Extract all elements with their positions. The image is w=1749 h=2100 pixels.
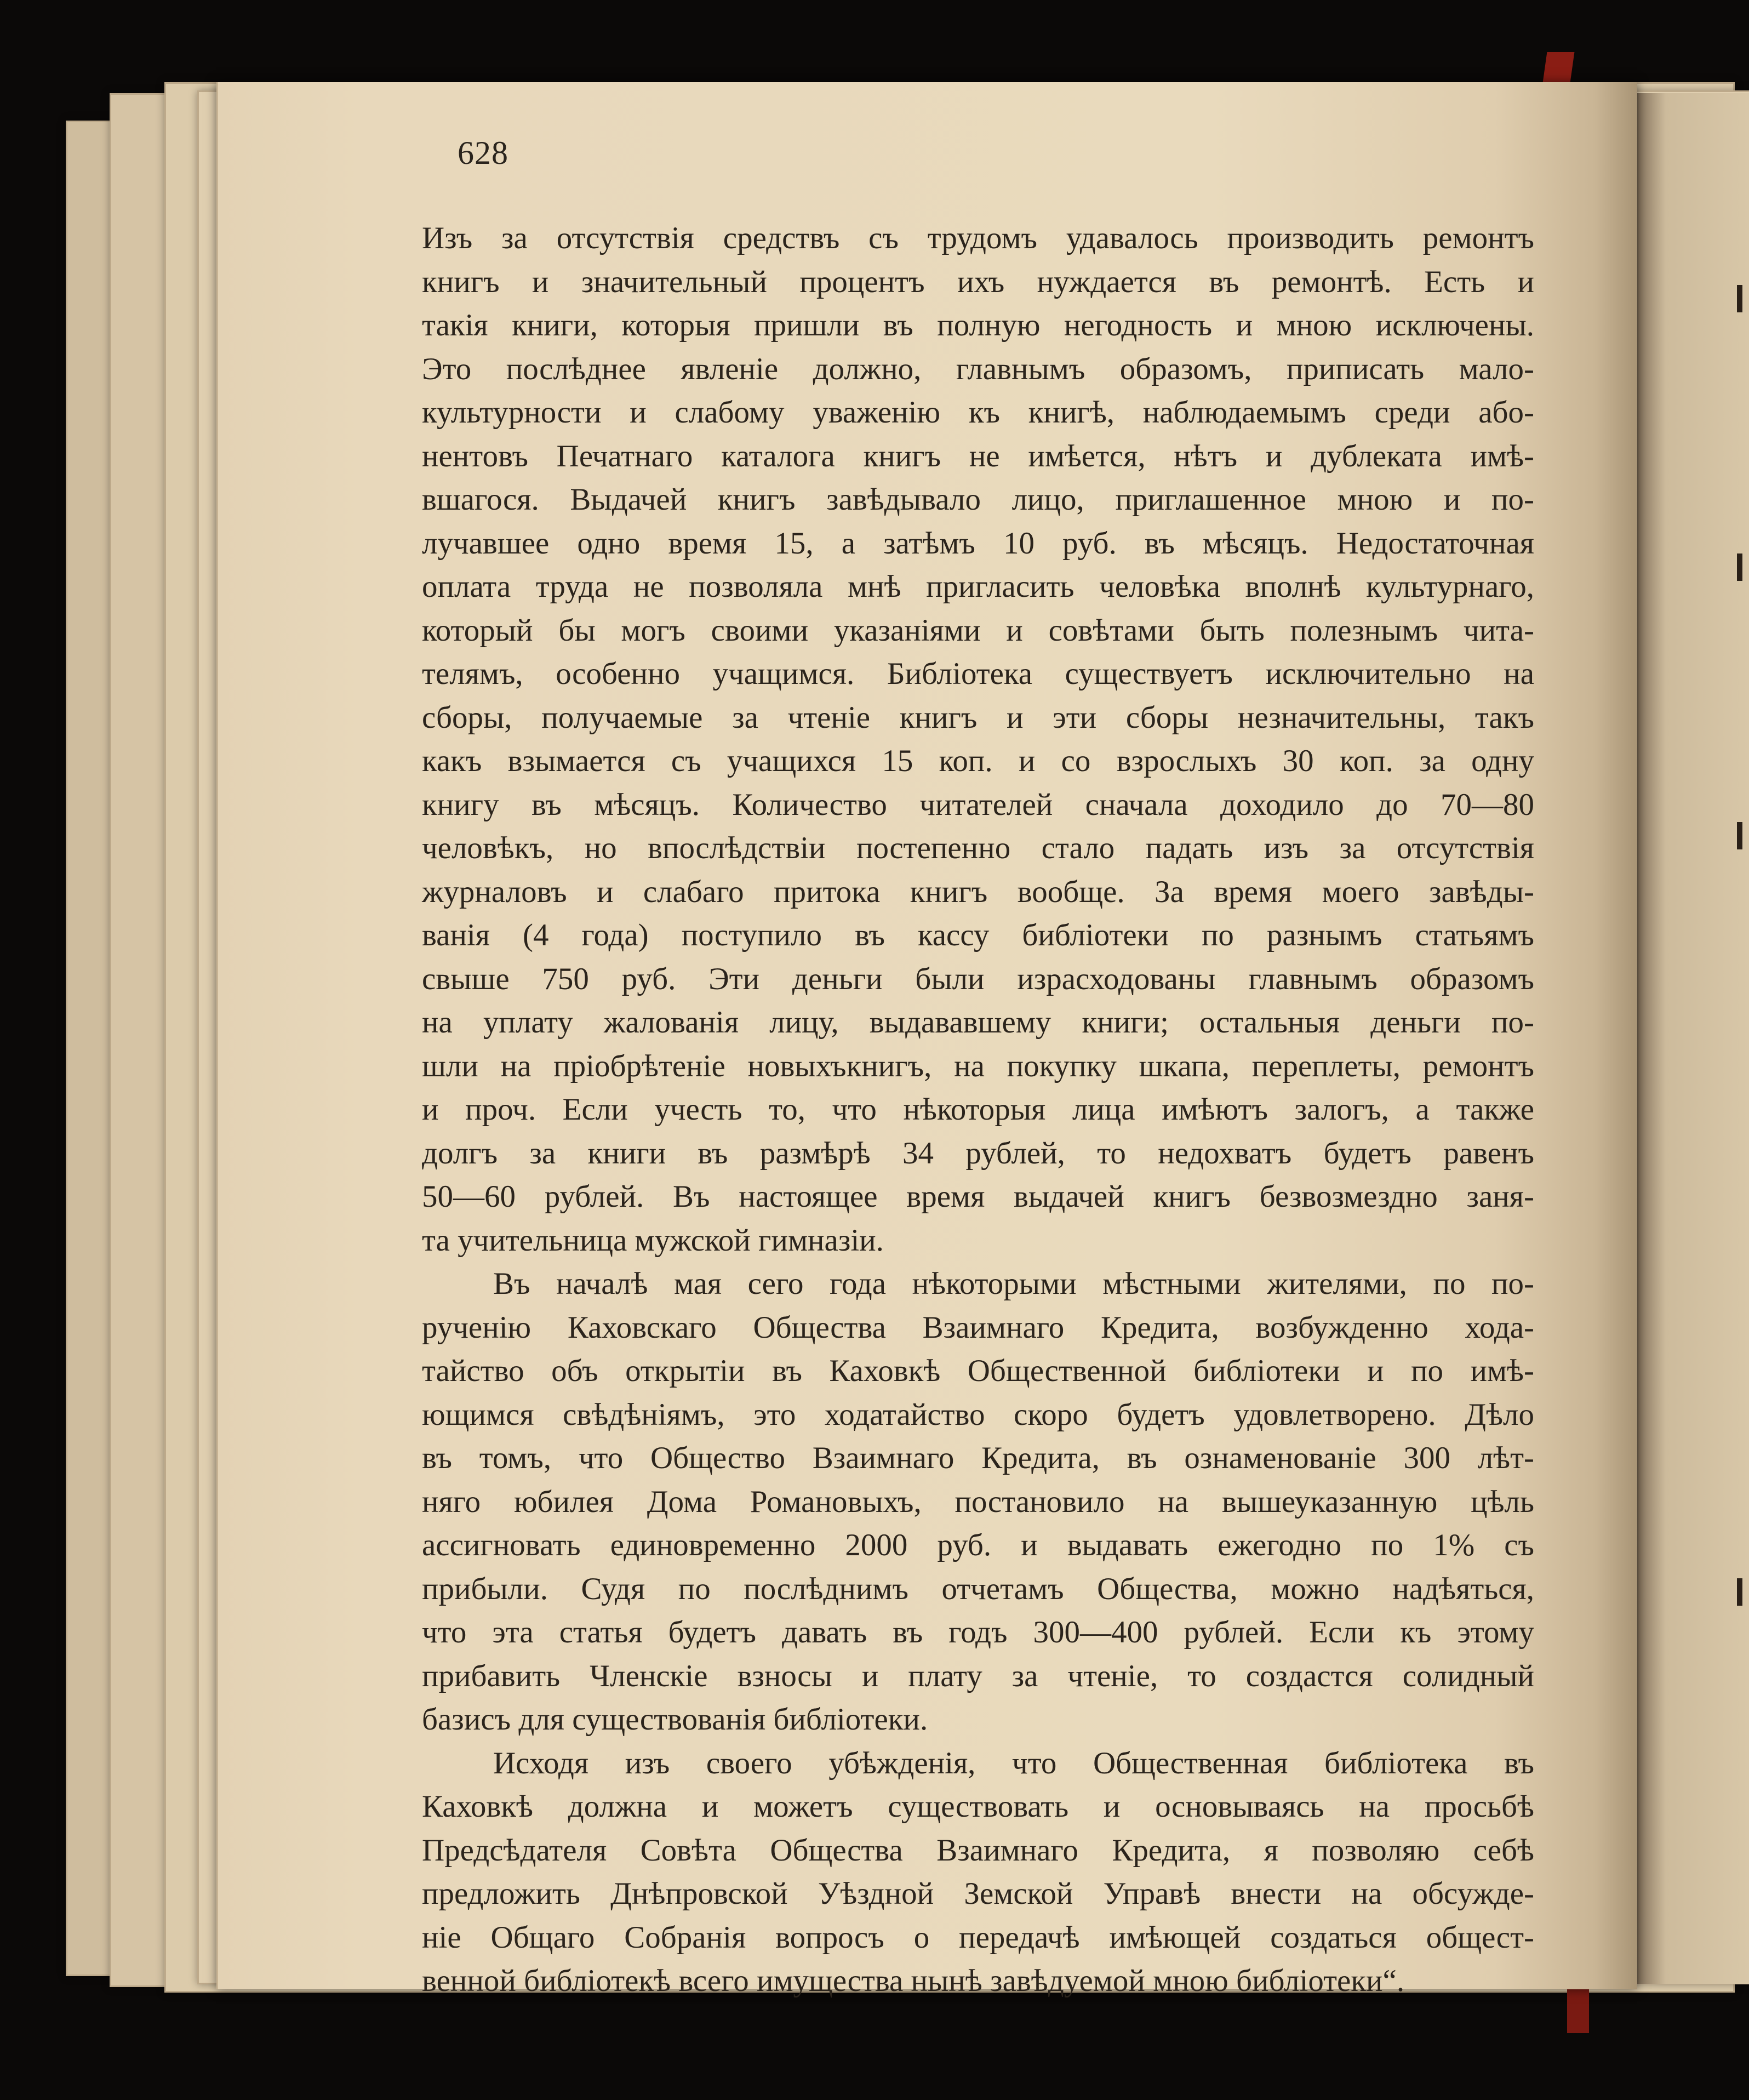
text-line: рученію Каховскаго Общества Взаимнаго Кредита, возбужденно хода- <box>422 1310 1534 1345</box>
text-line: вшагося. Выдачей книгъ завѣдывало лицо, приглашенное мною и по- <box>422 482 1534 517</box>
facing-page-edge <box>1630 93 1749 1984</box>
text-line: та учительница мужской гимназіи. <box>422 1223 884 1258</box>
text-line: Каховкѣ должна и можетъ существовать и основываясь на просьбѣ <box>422 1789 1534 1824</box>
text-line: на уплату жалованія лицу, выдававшему книги; остальныя деньги по- <box>422 1005 1534 1040</box>
text-line: журналовъ и слабаго притока книгъ вообще. За время моего завѣды- <box>422 874 1534 909</box>
text-line: оплата труда не позволяла мнѣ пригласить человѣка вполнѣ культурнаго, <box>422 569 1534 604</box>
text-line: 50—60 рублей. Въ настоящее время выдачей книгъ безвозмездно заня- <box>422 1179 1534 1214</box>
text-line: свыше 750 руб. Эти деньги были израсходованы главнымъ образомъ <box>422 961 1534 996</box>
text-line: долгъ за книги въ размѣрѣ 34 рублей, то недохватъ будетъ равенъ <box>422 1135 1534 1171</box>
facing-page-text-fragment <box>1737 553 1742 581</box>
text-line: и проч. Если учесть то, что нѣкоторыя лица имѣютъ залогъ, а также <box>422 1092 1534 1127</box>
text-line: ванія (4 года) поступило въ кассу библіотеки по разнымъ статьямъ <box>422 918 1534 952</box>
page-number: 628 <box>458 135 508 171</box>
text-line: ніе Общаго Собранія вопросъ о передачѣ имѣющей создаться общест- <box>422 1920 1534 1955</box>
text-line: прибыли. Судя по послѣднимъ отчетамъ Общества, можно надѣяться, <box>422 1571 1534 1606</box>
text-line: Это послѣднее явленіе должно, главнымъ образомъ, приписать мало- <box>422 351 1534 386</box>
text-line: ассигновать единовременно 2000 руб. и выдавать ежегодно по 1% съ <box>422 1528 1534 1562</box>
text-line: венной библіотекѣ всего имущества нынѣ завѣдуемой мною библіотеки“. <box>422 1964 1405 1998</box>
text-line: Предсѣдателя Совѣта Общества Взаимнаго Кредита, я позволяю себѣ <box>422 1833 1534 1868</box>
text-line: лучавшее одно время 15, а затѣмъ 10 руб. въ мѣсяцъ. Недостаточная <box>422 526 1534 561</box>
text-line: что эта статья будетъ давать въ годъ 300—400 рублей. Если къ этому <box>422 1615 1534 1650</box>
text-line: Изъ за отсутствія средствъ съ трудомъ удавалось производить ремонтъ <box>422 221 1534 255</box>
paragraph <box>422 1262 1534 1742</box>
text-line: ющимся свѣдѣніямъ, это ходатайство скоро будетъ удовлетворено. Дѣло <box>422 1397 1534 1432</box>
text-line: няго юбилея Дома Романовыхъ, постановило на вышеуказанную цѣль <box>422 1484 1534 1519</box>
text-line: Исходя изъ своего убѣжденія, что Общественная библіотека въ <box>493 1745 1534 1781</box>
text-line: книгу въ мѣсяцъ. Количество читателей сначала доходило до 70—80 <box>422 787 1534 822</box>
text-line: базисъ для существованія библіотеки. <box>422 1702 928 1737</box>
text-line: нентовъ Печатнаго каталога книгъ не имѣется, нѣтъ и дублеката имѣ- <box>422 438 1534 473</box>
text-line: сборы, получаемые за чтеніе книгъ и эти сборы незначительны, такъ <box>422 700 1534 735</box>
text-line: культурности и слабому уваженію къ книгѣ, наблюдаемымъ среди або- <box>422 395 1534 430</box>
text-line: Въ началѣ мая сего года нѣкоторыми мѣстными жителями, по по- <box>493 1266 1534 1301</box>
text-line: телямъ, особенно учащимся. Библіотека существуетъ исключительно на <box>422 657 1534 691</box>
text-line: какъ взымается съ учащихся 15 коп. и со взрослыхъ 30 коп. за одну <box>422 744 1534 778</box>
text-line: который бы могъ своими указаніями и совѣтами быть полезнымъ чита- <box>422 613 1534 648</box>
facing-page-text-fragment <box>1737 285 1742 312</box>
text-line: человѣкъ, но впослѣдствіи постепенно стало падать изъ за отсутствія <box>422 831 1534 865</box>
text-line: въ томъ, что Общество Взаимнаго Кредита, въ ознаменованіе 300 лѣт- <box>422 1441 1534 1475</box>
facing-page-text-fragment <box>1737 822 1742 849</box>
text-line: книгъ и значительный процентъ ихъ нуждается въ ремонтѣ. Есть и <box>422 264 1534 299</box>
text-line: тайство объ открытіи въ Каховкѣ Общественной библіотеки и по имѣ- <box>422 1354 1534 1388</box>
paragraph <box>422 216 1534 1262</box>
text-line: шли на пріобрѣтеніе новыхъкнигъ, на покупку шкапа, переплеты, ремонтъ <box>422 1048 1534 1083</box>
body-text <box>422 216 1534 2003</box>
text-line: такія книги, которыя пришли въ полную негодность и мною исключены. <box>422 308 1534 343</box>
text-line: предложить Днѣпровской Уѣздной Земской Управѣ внести на обсужде- <box>422 1876 1534 1911</box>
text-line: прибавить Членскіе взносы и плату за чтеніе, то создастся солидный <box>422 1658 1534 1693</box>
facing-page-text-fragment <box>1737 1578 1742 1606</box>
paragraph <box>422 1742 1534 2003</box>
